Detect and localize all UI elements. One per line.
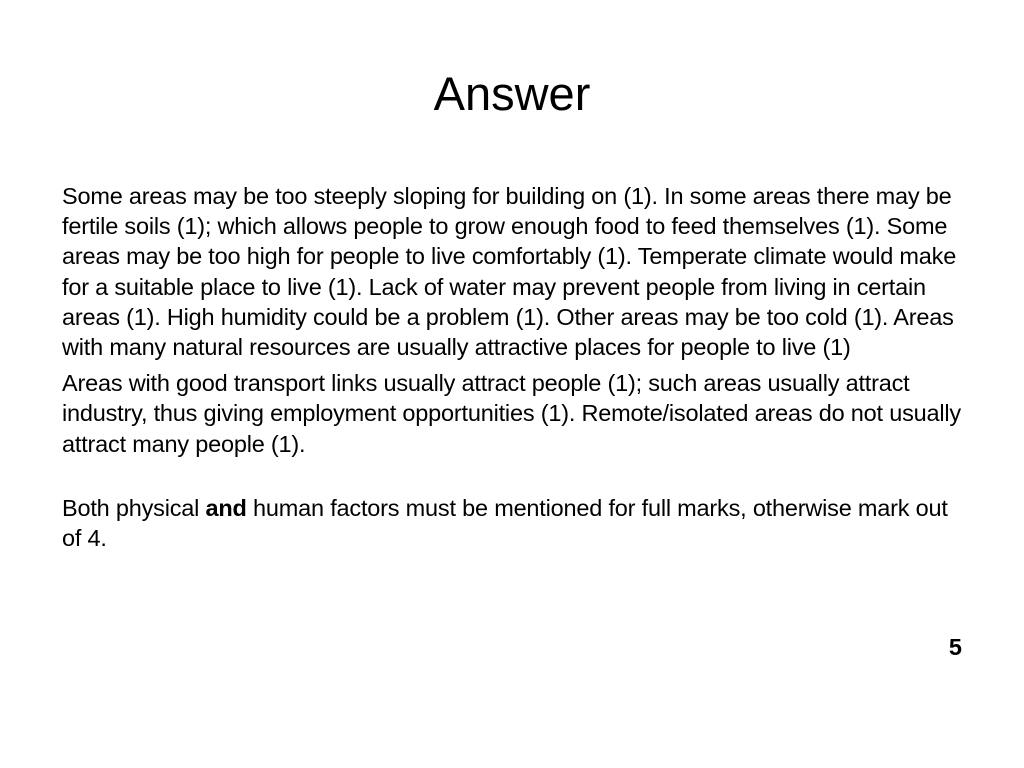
slide-body [62, 181, 964, 553]
marking-note [62, 493, 964, 553]
marking-note-emphasis: and [205, 494, 247, 521]
marking-note-start: Both physical [62, 494, 206, 521]
answer-paragraph-human-factors: Areas with good transport links usually attract people (1); such areas usually attract industry, thus giving employment opportunities (1). Remote/isolated areas do not usually attract many people (1). [62, 370, 961, 457]
answer-paragraph-physical-factors: Some areas may be too steeply sloping for building on (1). In some areas there may be fertile soils (1); which allows people to grow enough food to feed themselves (1). Some areas may be too high for people to live comfortably (1). Temperate climate would make for a suitable place to live (1). Lack of water may prevent people from living in certain areas (1). High humidity could be a problem (1). Other areas may be too cold (1). Areas with many natural resources are usually attractive places for people to live (1) [62, 183, 957, 361]
total-marks: 5 [948, 634, 962, 660]
marking-note-end: human factors must be mentioned for full marks, otherwise mark out of 4. [62, 494, 948, 552]
slide-title: Answer [433, 67, 591, 120]
